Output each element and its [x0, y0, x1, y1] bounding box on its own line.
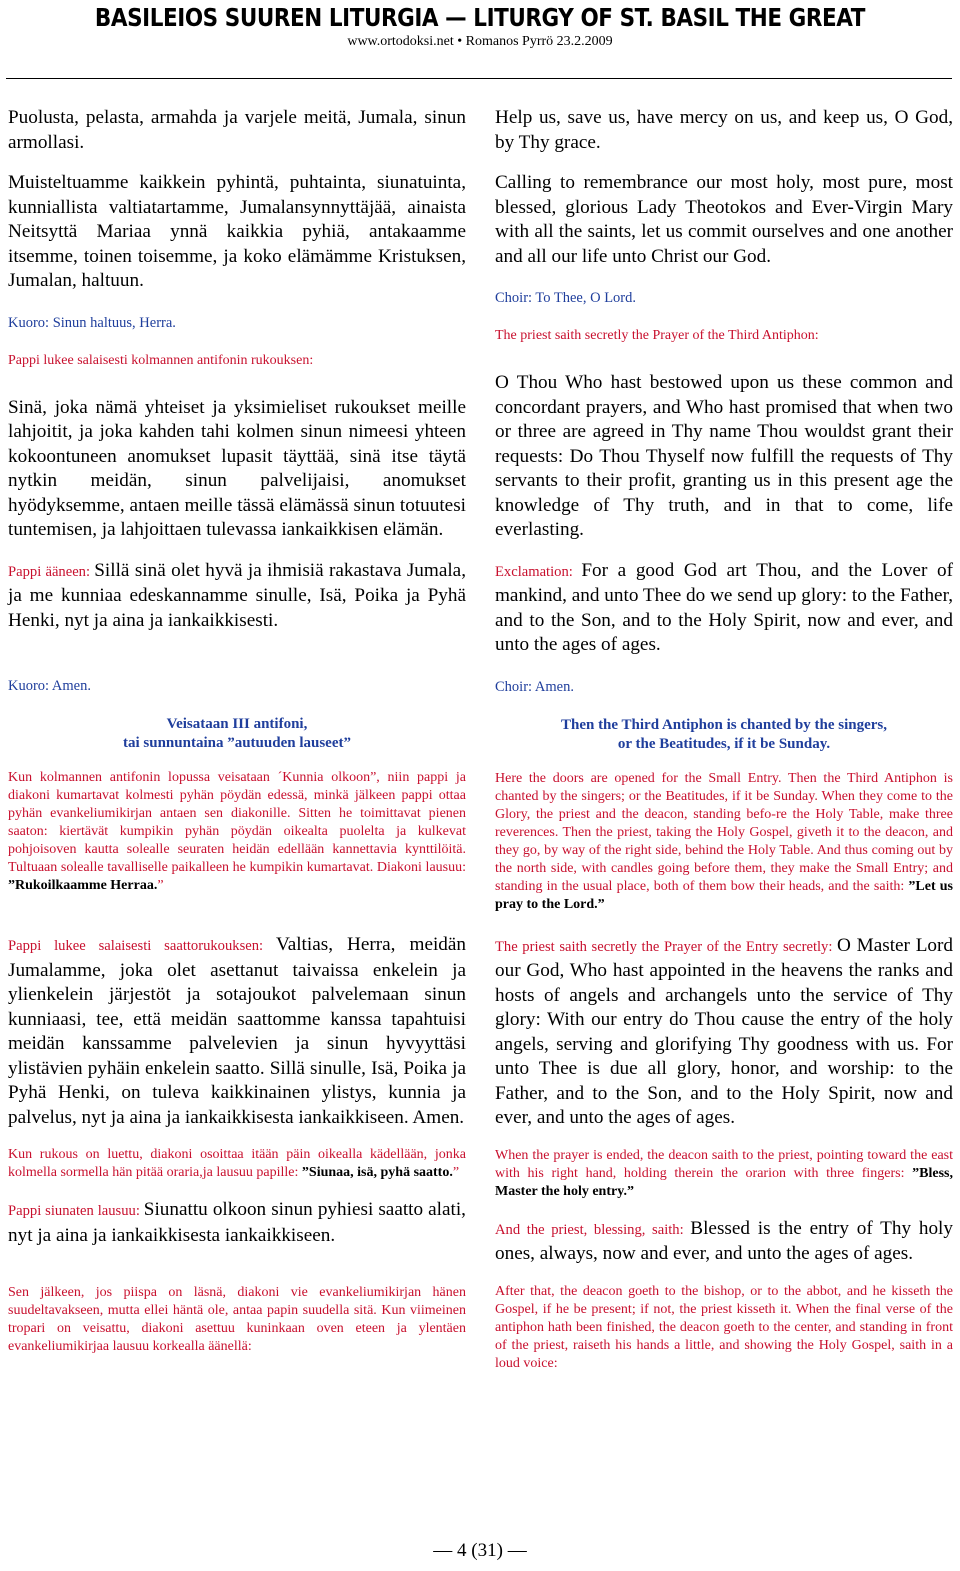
fi-rubric-small-entry: Kun kolmannen antifonin lopussa veisataan ´Kunnia olkoon”, niin pappi ja diakoni kumartavat kolmesti pyhän pöydän edessä, minkä jälkeen pappi ottaa pyhän evankeliumikirjan antaen sen diakonille. Sitten he toimittavat pienen saaton: kiertävät kumpikin pyhän pöydän oikealta puolelta ja kulkevat pohjoisoven kautta solealle seuraten heidän edellään kannettavia kynttilöitä. Tultuaan solealle tavalliselle paikalleen he kumpikin kumartavat. Diakoni lausuu: ”Rukoilkaamme Herraa.”: [8, 770, 466, 893]
en-blessing: [495, 1217, 953, 1267]
en-exclamation-rubric: Exclamation:: [495, 563, 582, 580]
en-blessing-rubric: And the priest, blessing, saith:: [495, 1221, 691, 1238]
header-divider: [6, 78, 952, 79]
en-rubric-deacon-points: When the prayer is ended, the deacon saith to the priest, pointing toward the east with his right hand, holding therein the orarion with three fingers: ”Bless, Master the holy entry.”: [495, 1147, 953, 1199]
en-section-heading: [495, 716, 953, 754]
fi-exclamation-text: Sillä sinä olet hyvä ja ihmisiä rakastava Jumala, ja me kunniaa edeskannamme sinulle, Isä, Poika ja Pyhä Henki, nyt ja aina ja iankaikkisesti.: [8, 559, 466, 631]
en-commemoration: Calling to remembrance our most holy, most pure, most blessed, glorious Lady Theotokos and Ever-Virgin Mary with all the saints, let us commit ourselves and one another and all our life unto Christ our God.: [495, 172, 953, 267]
en-heading-line-2: or the Beatitudes, if it be Sunday.: [617, 735, 831, 752]
en-rubric-small-entry: Here the doors are opened for the Small Entry. Then the Third Antiphon is chanted by the singers; or the Beatitudes, if it be Sunday. When they come to the Glory, the priest and the deacon, standing befo-re the Holy Table, make three reverences. Then the priest, taking the Holy Gospel, giveth it to the deacon, and they go, by way of the right side, behind the Holy Table. And thus coming out by the north side, with candles going before them, they make the Small Entry; and standing in the usual place, both of them bow their heads, and the saith: ”Let us pray to the Lord.”: [495, 770, 954, 912]
en-exclamation: [495, 559, 953, 658]
fi-blessing-text: Siunattu olkoon sinun pyhiesi saatto alati, nyt ja aina ja iankaikkisesta iankaikkiseen.: [8, 1199, 466, 1246]
en-rubric-gospel: After that, the deacon goeth to the bishop, or to the abbot, and he kisseth the Gospel, if he be present; if not, the priest kisseth it. When the final verse of the antiphon hath been finished, the deacon goeth to the center, and standing in front of the priest, raiseth his hands a little, and showing the Holy Gospel, saith in a loud voice:: [495, 1283, 953, 1371]
fi-entry-prayer: [8, 933, 466, 1130]
finnish-column: [8, 106, 466, 1356]
en-petition: Help us, save us, have mercy on us, and keep us, O God, by Thy grace.: [495, 107, 953, 153]
fi-entry-prayer-text: Valtias, Herra, meidän Jumalamme, joka olet asettanut taivaissa enkelein ja ylienkelein järjestöt ja sotajoukot palvelemaan sinun kunniaasi, tee, että meidän saattomme kanssa tapahtuisi meidän kanssamme palvelevien ja sinun hyvyyttäsi ylistävien pyhäin enkelein saatto. Sillä sinulle, Isä, Poika ja Pyhä Henki, on tuleva kaikkinainen ylistys, kunnia ja palvelus, nyt ja aina ja iankaikkisesta iankaikkiseen. Amen.: [8, 934, 466, 1128]
fi-rubric-deacon-points: Kun rukous on luettu, diakoni osoittaa itään päin oikealla kädellään, jonka kolmella sormella hän pitää oraria,ja lausuu papille: ”Siunaa, isä, pyhä saatto.”: [8, 1147, 466, 1180]
fi-choir-response-2: Kuoro: Amen.: [8, 678, 91, 694]
fi-entry-prayer-rubric: Pappi lukee salaisesti saattorukouksen:: [8, 938, 276, 954]
en-exclamation-text: For a good God art Thou, and the Lover of mankind, and unto Thee do we send up glory: to the Father, and to the Son, and to the Holy Spirit, now and ever, and unto the ages of ages.: [495, 559, 953, 655]
en-entry-prayer-text: O Master Lord our God, Who hast appointed in the heavens the ranks and hosts of angels and archangels unto the service of Thy glory: With our entry do Thou cause the entry of the holy angels, serving and glorifying Thy goodness with us. For unto Thee is due all glory, honor, and worship: to the Father, and to the Son, and to the Holy Spirit, now and ever, and unto the ages of ages.: [495, 934, 954, 1128]
fi-commemoration: Muisteltuamme kaikkein pyhintä, puhtainta, siunatuinta, kunniallista valtiatartamme, Jumalansynnyttäjää, ainaista Neitsyttä Mariaa ynnä kaikkia pyhiä, antakaamme itsemme, toinen toisemme, ja koko elämämme Kristuksen, Jumalan, haltuun.: [8, 172, 466, 291]
en-choir-response-1: Choir: To Thee, O Lord.: [495, 290, 637, 306]
fi-prayer-third-antiphon: Sinä, joka nämä yhteiset ja yksimieliset rukoukset meille lahjoitit, ja joka kahden tahi kolmen sinun nimeesi yhteen kokoontuneen anomukset lupasit täyttää, sinä itse täytä nytkin meidän, sinun palvelijaisi, anomukset hyödyksemme, antaen meille tässä elämässä sinun totuutesi tuntemisen, ja lahjoittaen tulevassa iankaikkisen elämän.: [8, 396, 466, 540]
fi-heading-line-1: Veisataan III antifoni,: [166, 716, 308, 732]
english-column: [495, 106, 953, 1373]
page-number: — 4 (31) —: [433, 1540, 527, 1561]
fi-section-heading: [8, 715, 466, 753]
en-entry-prayer: [495, 934, 953, 1131]
en-heading-line-1: Then the Third Antiphon is chanted by the singers,: [560, 716, 888, 733]
en-entry-prayer-rubric: The priest saith secretly the Prayer of the Entry secretly:: [495, 938, 838, 955]
fi-blessing-rubric: Pappi siunaten lausuu:: [8, 1203, 144, 1219]
fi-exclamation-rubric: Pappi ääneen:: [8, 563, 95, 580]
en-rubric-prayer-third-antiphon: The priest saith secretly the Prayer of the Third Antiphon:: [495, 328, 819, 343]
page-header: [0, 0, 960, 51]
fi-exclamation: [8, 559, 466, 634]
en-blessing-text: Blessed is the entry of Thy holy ones, always, now and ever, and unto the ages of ages.: [495, 1217, 953, 1264]
fi-heading-line-2: tai sunnuntaina ”autuuden lauseet”: [123, 735, 351, 751]
fi-choir-response-1: Kuoro: Sinun haltuus, Herra.: [8, 314, 176, 331]
fi-blessing: [8, 1198, 466, 1248]
en-prayer-third-antiphon: O Thou Who hast bestowed upon us these common and concordant prayers, and Who hast promised that when two or three are agreed in Thy name Thou wouldst grant their requests: Do Thou Thyself now fulfill the requests of Thy servants to their profit, granting us in this present age the knowledge of Thy truth, and in that to come, life everlasting.: [495, 372, 953, 540]
fi-rubric-prayer-third-antiphon: Pappi lukee salaisesti kolmannen antifonin rukouksen:: [8, 352, 314, 368]
document-title: BASILEIOS SUUREN LITURGIA — LITURGY OF ST. BASIL THE GREAT: [94, 3, 866, 32]
document-subtitle: www.ortodoksi.net • Romanos Pyrrö 23.2.2009: [347, 34, 613, 49]
fi-petition: Puolusta, pelasta, armahda ja varjele meitä, Jumala, sinun armollasi.: [8, 107, 466, 153]
fi-rubric-gospel: Sen jälkeen, jos piispa on läsnä, diakoni vie evankeliumikirjan hänen suudeltavakseen, mutta ellei häntä ole, antaa papin suudella sitä. Kun viimeinen tropari on veisattu, diakoni asettuu kuninkaan oven eteen ja ylentäen evankeliumikirjaa lausuu korkealla äänellä:: [8, 1285, 466, 1354]
en-choir-response-2: Choir: Amen.: [495, 678, 574, 695]
